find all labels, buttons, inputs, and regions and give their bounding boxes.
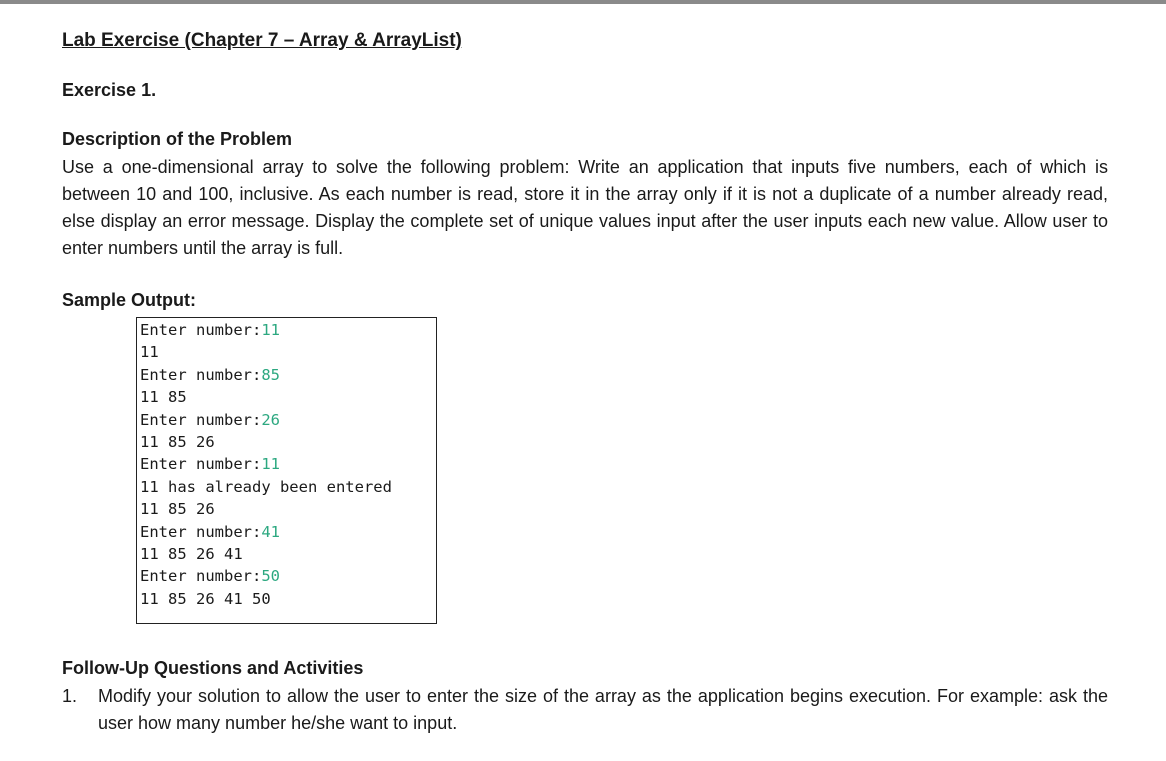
console-input-value: 11 [261, 321, 280, 339]
followup-item-number: 1. [62, 686, 78, 706]
console-line [140, 319, 436, 341]
console-input-value: 85 [261, 365, 280, 384]
sample-output-console [136, 317, 437, 624]
followup-item-text: Modify your solution to allow the user to enter the size of the array as the application begins execution. For example: ask the user how many number he/she want to input. [98, 686, 1108, 733]
console-prompt: Enter number: [140, 455, 262, 474]
page-top-rule [0, 0, 1166, 4]
console-line [140, 453, 436, 475]
console-prompt: Enter number: [140, 567, 262, 586]
console-line [140, 565, 436, 587]
description-heading: Description of the Problem [62, 129, 293, 149]
followup-heading: Follow-Up Questions and Activities [62, 658, 364, 678]
console-line [140, 521, 436, 543]
console-prompt: Enter number: [140, 365, 262, 384]
console-line [140, 409, 436, 431]
console-error-line: 11 has already been entered [140, 477, 392, 496]
exercise-heading: Exercise 1. [62, 80, 157, 100]
console-prompt: Enter number: [140, 410, 262, 429]
console-input-value: 41 [261, 522, 280, 541]
console-line: 11 85 26 41 50 [140, 589, 271, 608]
followup-item [62, 683, 1108, 737]
console-prompt: Enter number: [140, 522, 262, 541]
console-prompt: Enter number: [140, 321, 262, 339]
console-line [140, 364, 436, 386]
console-line: 11 85 26 [140, 432, 215, 451]
document-title: Lab Exercise (Chapter 7 – Array & ArrayList) [62, 30, 462, 51]
sample-output-heading: Sample Output: [62, 290, 196, 310]
console-line: 11 85 26 41 [140, 544, 243, 563]
console-input-value: 11 [261, 455, 280, 474]
console-line: 11 [140, 343, 159, 362]
console-input-value: 50 [261, 567, 280, 586]
console-line: 11 85 [140, 388, 187, 407]
description-body: Use a one-dimensional array to solve the following problem: Write an application that inputs five numbers, each of which is between 10 and 100, inclusive. As each number is read, store it in the array only if it is not a duplicate of a number already read, else display an error message. Display the complete set of unique values input after the user inputs each new value. Allow user to enter numbers until the array is full. [62, 157, 1108, 258]
followup-list [62, 683, 1108, 737]
console-input-value: 26 [261, 410, 280, 429]
console-line: 11 85 26 [140, 500, 215, 519]
